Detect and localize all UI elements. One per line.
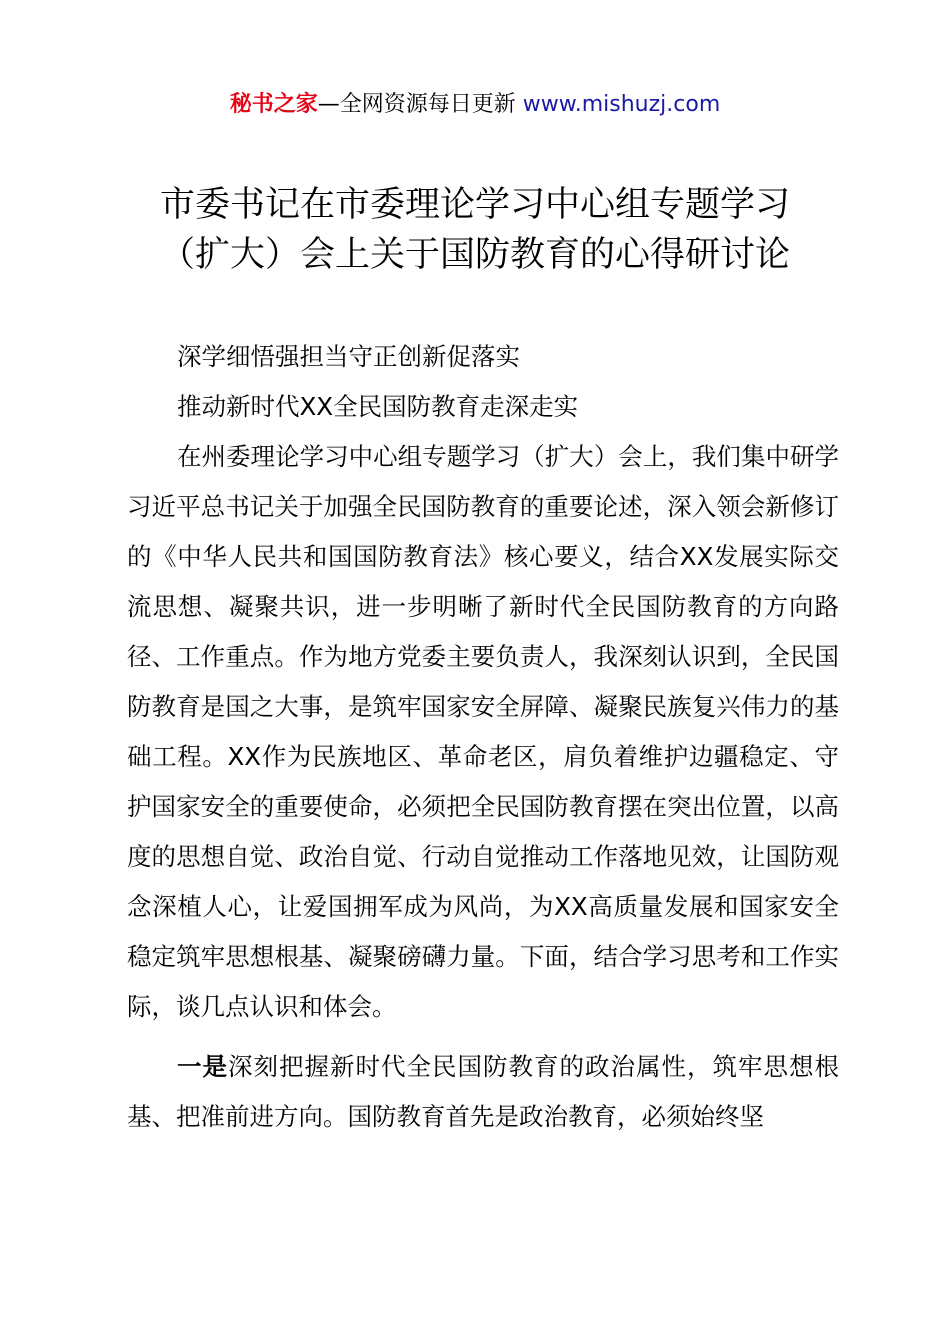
brand-name: 秘书之家 bbox=[229, 92, 318, 117]
title-line-2: （扩大）会上关于国防教育的心得研讨论 bbox=[159, 235, 790, 275]
paragraph-point-one bbox=[127, 1042, 839, 1142]
subtitle-line-2: 推动新时代XX全民国防教育走深走实 bbox=[177, 392, 579, 421]
site-header bbox=[0, 88, 950, 122]
site-url-link[interactable]: www.mishuzj.com bbox=[522, 92, 721, 117]
document-body bbox=[127, 332, 839, 1142]
document-title bbox=[0, 180, 950, 280]
header-slogan: —全网资源每日更新 bbox=[317, 92, 523, 117]
point-one-text: 深刻把握新时代全民国防教育的政治属性，筑牢思想根基、把准前进方向。国防教育首先是政治教育，必须始终坚 bbox=[127, 1052, 839, 1131]
point-one-lead: 一是 bbox=[177, 1052, 228, 1081]
subtitle-line-1: 深学细悟强担当守正创新促落实 bbox=[177, 342, 520, 371]
paragraph-intro: 在州委理论学习中心组专题学习（扩大）会上，我们集中研学习近平总书记关于加强全民国防教育的重要论述，深入领会新修订的《中华人民共和国国防教育法》核心要义，结合XX发展实际交流思想、凝聚共识，进一步明晰了新时代全民国防教育的方向路径、工作重点。作为地方党委主要负责人，我深刻认识到，全民国防教育是国之大事，是筑牢国家安全屏障、凝聚民族复兴伟力的基础工程。XX作为民族地区、革命老区，肩负着维护边疆稳定、守护国家安全的重要使命，必须把全民国防教育摆在突出位置，以高度的思想自觉、政治自觉、行动自觉推动工作落地见效，让国防观念深植人心，让爱国拥军成为风尚，为XX高质量发展和国家安全稳定筑牢思想根基、凝聚磅礴力量。下面，结合学习思考和工作实际，谈几点认识和体会。 bbox=[127, 442, 839, 1021]
title-line-1: 市委书记在市委理论学习中心组专题学习 bbox=[159, 185, 790, 225]
